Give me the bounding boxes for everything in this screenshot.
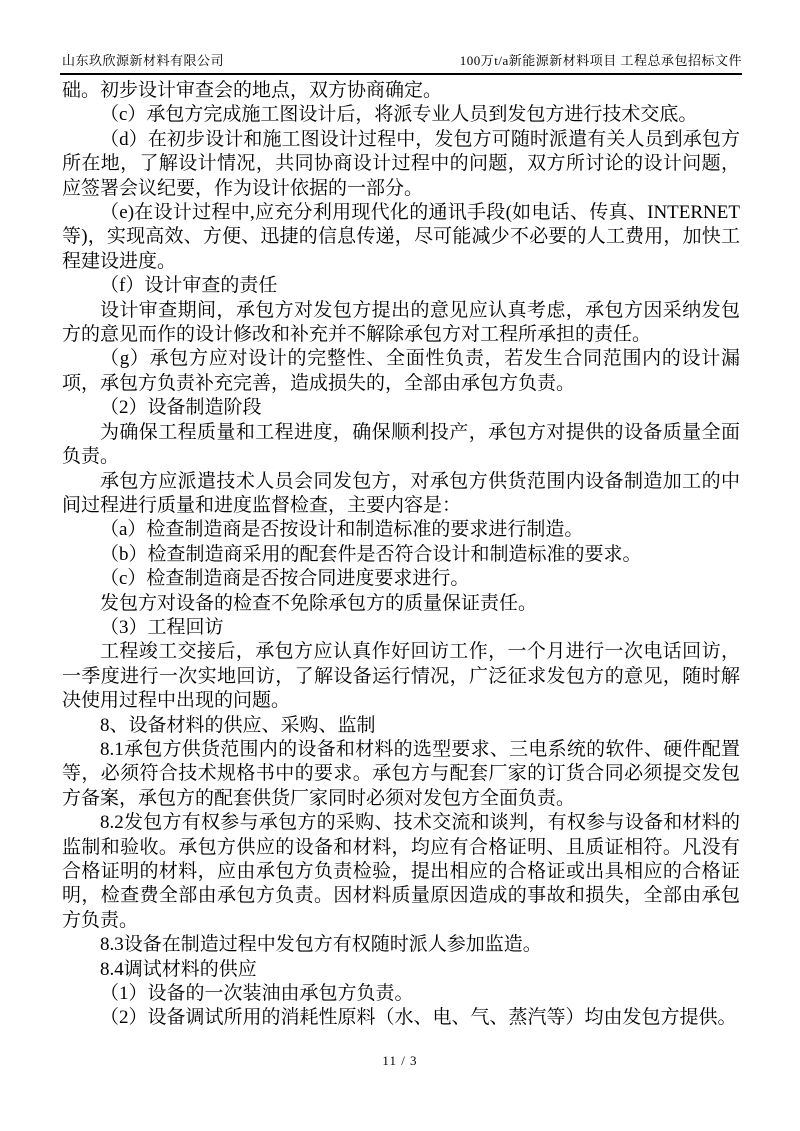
paragraph: （1）设备的一次装油由承包方负责。 — [100, 983, 414, 1005]
paragraph: 承包方应派遣技术人员会同发包方，对承包方供货范围内设备制造加工的中间过程进行质量和进度监督检查，主要内容是： — [62, 470, 740, 516]
page-header — [62, 50, 742, 69]
header-rule — [60, 73, 742, 75]
paragraph: （f）设计审查的责任 — [100, 275, 278, 297]
paragraph: 8、设备材料的供应、采购、监制 — [100, 714, 376, 736]
paragraph: （2）设备制造阶段 — [100, 397, 262, 419]
paragraph: （3）工程回访 — [100, 616, 224, 638]
page-footer — [0, 1053, 800, 1069]
page-number: 11 / 3 — [382, 1053, 418, 1068]
paragraph: （c）承包方完成施工图设计后，将派专业人员到发包方进行技术交底。 — [100, 104, 698, 126]
paragraph: （g）承包方应对设计的完整性、全面性负责，若发生合同范围内的设计漏项，承包方负责补充完善，造成损失的，全部由承包方负责。 — [62, 348, 740, 394]
paragraph: （e)在设计过程中,应充分利用现代化的通讯手段(如电话、传真、INTERNET等)，实现高效、方便、迅捷的信息传递，尽可能减少不必要的人工费用，加快工程建设进度。 — [62, 202, 740, 272]
paragraph: （b）检查制造商采用的配套件是否符合设计和制造标准的要求。 — [100, 543, 642, 565]
header-document-title: 100万t/a新能源新材料项目 工程总承包招标文件 — [459, 53, 742, 68]
paragraph: 8.3设备在制造过程中发包方有权随时派人参加监造。 — [100, 934, 542, 956]
paragraph: （d）在初步设计和施工图设计过程中，发包方可随时派遣有关人员到承包方所在地，了解设计情况，共同协商设计过程中的问题，双方所讨论的设计问题，应签署会议纪要，作为设计依据的一部分。 — [62, 128, 740, 199]
paragraph: 础。初步设计审查会的地点，双方协商确定。 — [62, 80, 443, 101]
paragraph: 为确保工程质量和工程进度，确保顺利投产，承包方对提供的设备质量全面负责。 — [62, 421, 740, 468]
paragraph: 8.4调试材料的供应 — [100, 958, 257, 980]
paragraph: 8.2发包方有权参与承包方的采购、技术交流和谈判，有权参与设备和材料的监制和验收。承包方供应的设备和材料，均应有合格证明、且质证相符。凡没有合格证明的材料，应由承包方负责检验，提出相应的合格证或出具相应的合格证明，检查费全部由承包方负责。因材料质量原因造成的事故和损失，全部由承包方负责。 — [62, 812, 740, 931]
paragraph: （a）检查制造商是否按设计和制造标准的要求进行制造。 — [100, 519, 584, 541]
header-company-name: 山东玖欣源新材料有限公司 — [62, 53, 225, 68]
paragraph: 8.1承包方供货范围内的设备和材料的选型要求、三电系统的软件、硬件配置等，必须符合技术规格书中的要求。承包方与配套厂家的订货合同必须提交发包方备案，承包方的配套供货厂家同时必须对发包方全面负责。 — [62, 738, 740, 809]
paragraph: 发包方对设备的检查不免除承包方的质量保证责任。 — [100, 592, 538, 614]
paragraph: 设计审查期间，承包方对发包方提出的意见应认真考虑，承包方因采纳发包方的意见而作的设计修改和补充并不解除承包方对工程所承担的责任。 — [62, 299, 740, 346]
document-body — [62, 79, 740, 1031]
paragraph: 工程竣工交接后，承包方应认真作好回访工作，一个月进行一次电话回访，一季度进行一次实地回访，了解设备运行情况，广泛征求发包方的意见，随时解决使用过程中出现的问题。 — [62, 641, 740, 712]
paragraph: （c）检查制造商是否按合同进度要求进行。 — [100, 568, 470, 590]
paragraph: （2）设备调试所用的消耗性原料（水、电、气、蒸汽等）均由发包方提供。 — [100, 1007, 737, 1029]
